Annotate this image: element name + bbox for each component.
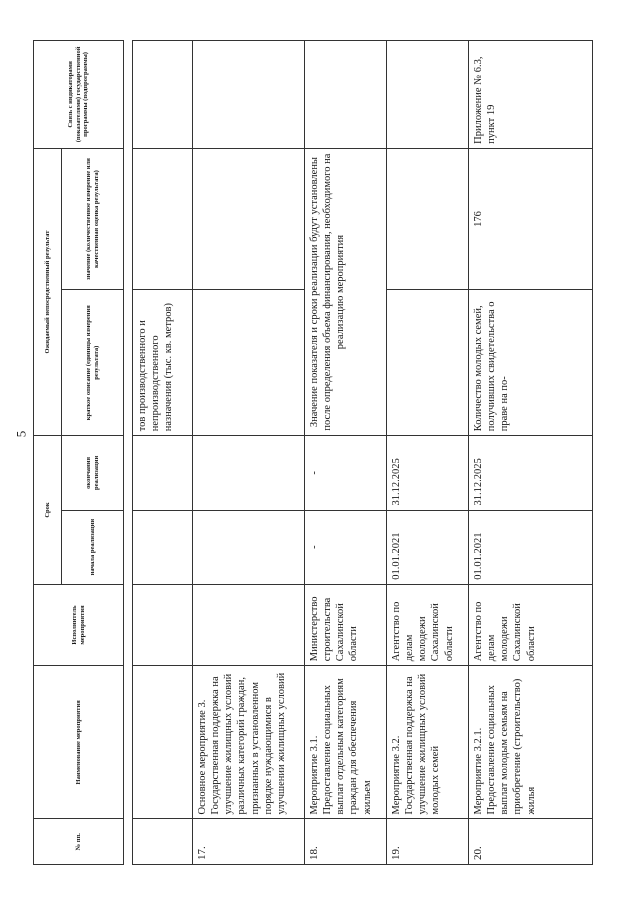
- header-result-desc: краткое описание (единицы измерения результата): [62, 290, 124, 436]
- row-desc: [193, 290, 305, 436]
- table-row: [387, 41, 469, 865]
- row-end: [133, 436, 193, 510]
- header-link: Связь с индикаторами (показателями) государственной программы (подпрограммы): [34, 41, 124, 149]
- row-value: [193, 148, 305, 289]
- row-executor: Министерство строительства Сахалинской области: [305, 584, 387, 665]
- row-start: 01.01.2021: [469, 510, 593, 584]
- header-result-value: значение (количественное измерение или качественная оценка результата): [62, 148, 124, 289]
- row-link: Приложение № 6.3, пункт 19: [469, 41, 593, 149]
- row-link: [305, 41, 387, 149]
- row-end: 31.12.2025: [387, 436, 469, 510]
- row-desc: Количество молодых семей, получивших свидетельства о праве на по-: [469, 290, 593, 436]
- row-link: [193, 41, 305, 149]
- row-end: 31.12.2025: [469, 436, 593, 510]
- row-name: Мероприятие 3.2. Государственная поддержка на улучшение жилищных условий молодых семей: [387, 666, 469, 819]
- row-start: [193, 510, 305, 584]
- page-number: 5: [13, 430, 29, 438]
- row-end: [193, 436, 305, 510]
- row-executor: Агентство по делам молодежи Сахалинской области: [387, 584, 469, 665]
- header-num: № пп.: [34, 819, 124, 865]
- row-value: [133, 148, 193, 289]
- header-executor: Исполнитель мероприятия: [34, 584, 124, 665]
- row-executor: Агентство по делам молодежи Сахалинской области: [469, 584, 593, 665]
- row-value: [387, 148, 469, 289]
- row-name: Основное мероприятие 3. Государственная поддержка на улучшение жилищных условий различных категорий граждан, признанных в установленном порядке нуждающимися в улучшении жилищных условий: [193, 666, 305, 819]
- header-end: окончания реализации: [62, 436, 124, 510]
- header-start: начала реализации: [62, 510, 124, 584]
- header-name: Наименование мероприятия: [34, 666, 124, 819]
- row-link: [387, 41, 469, 149]
- row-num: 19.: [387, 819, 469, 865]
- row-executor: [133, 584, 193, 665]
- row-start: [133, 510, 193, 584]
- row-start: 01.01.2021: [387, 510, 469, 584]
- row-name: Мероприятие 3.2.1. Предоставление социальных выплат молодым семьям на приобретение (строительство) жилья: [469, 666, 593, 819]
- row-desc: [387, 290, 469, 436]
- row-executor: [193, 584, 305, 665]
- table-row: [469, 41, 593, 865]
- events-table: [33, 40, 593, 865]
- table-row: [133, 41, 193, 865]
- row-num: 18.: [305, 819, 387, 865]
- row-start: -: [305, 510, 387, 584]
- table-row: [305, 41, 387, 865]
- table-row: [193, 41, 305, 865]
- row-num: 17.: [193, 819, 305, 865]
- header-result: Ожидаемый непосредственный результат: [34, 148, 62, 435]
- row-end: -: [305, 436, 387, 510]
- header-term: Срок: [34, 436, 62, 585]
- row-num: [133, 819, 193, 865]
- row-desc: тов производственного и непроизводственного назначения (тыс. кв. метров): [133, 290, 193, 436]
- row-name: [133, 666, 193, 819]
- row-name: Мероприятие 3.1. Предоставление социальных выплат отдельным категориям граждан для обеспечения жильем: [305, 666, 387, 819]
- rotated-page: [33, 40, 593, 865]
- row-value: 176: [469, 148, 593, 289]
- row-link: [133, 41, 193, 149]
- row-merged-result: Значение показателя и сроки реализации будут установлены после определения объема финансирования, необходимого на реализацию мероприятия: [305, 148, 387, 435]
- row-num: 20.: [469, 819, 593, 865]
